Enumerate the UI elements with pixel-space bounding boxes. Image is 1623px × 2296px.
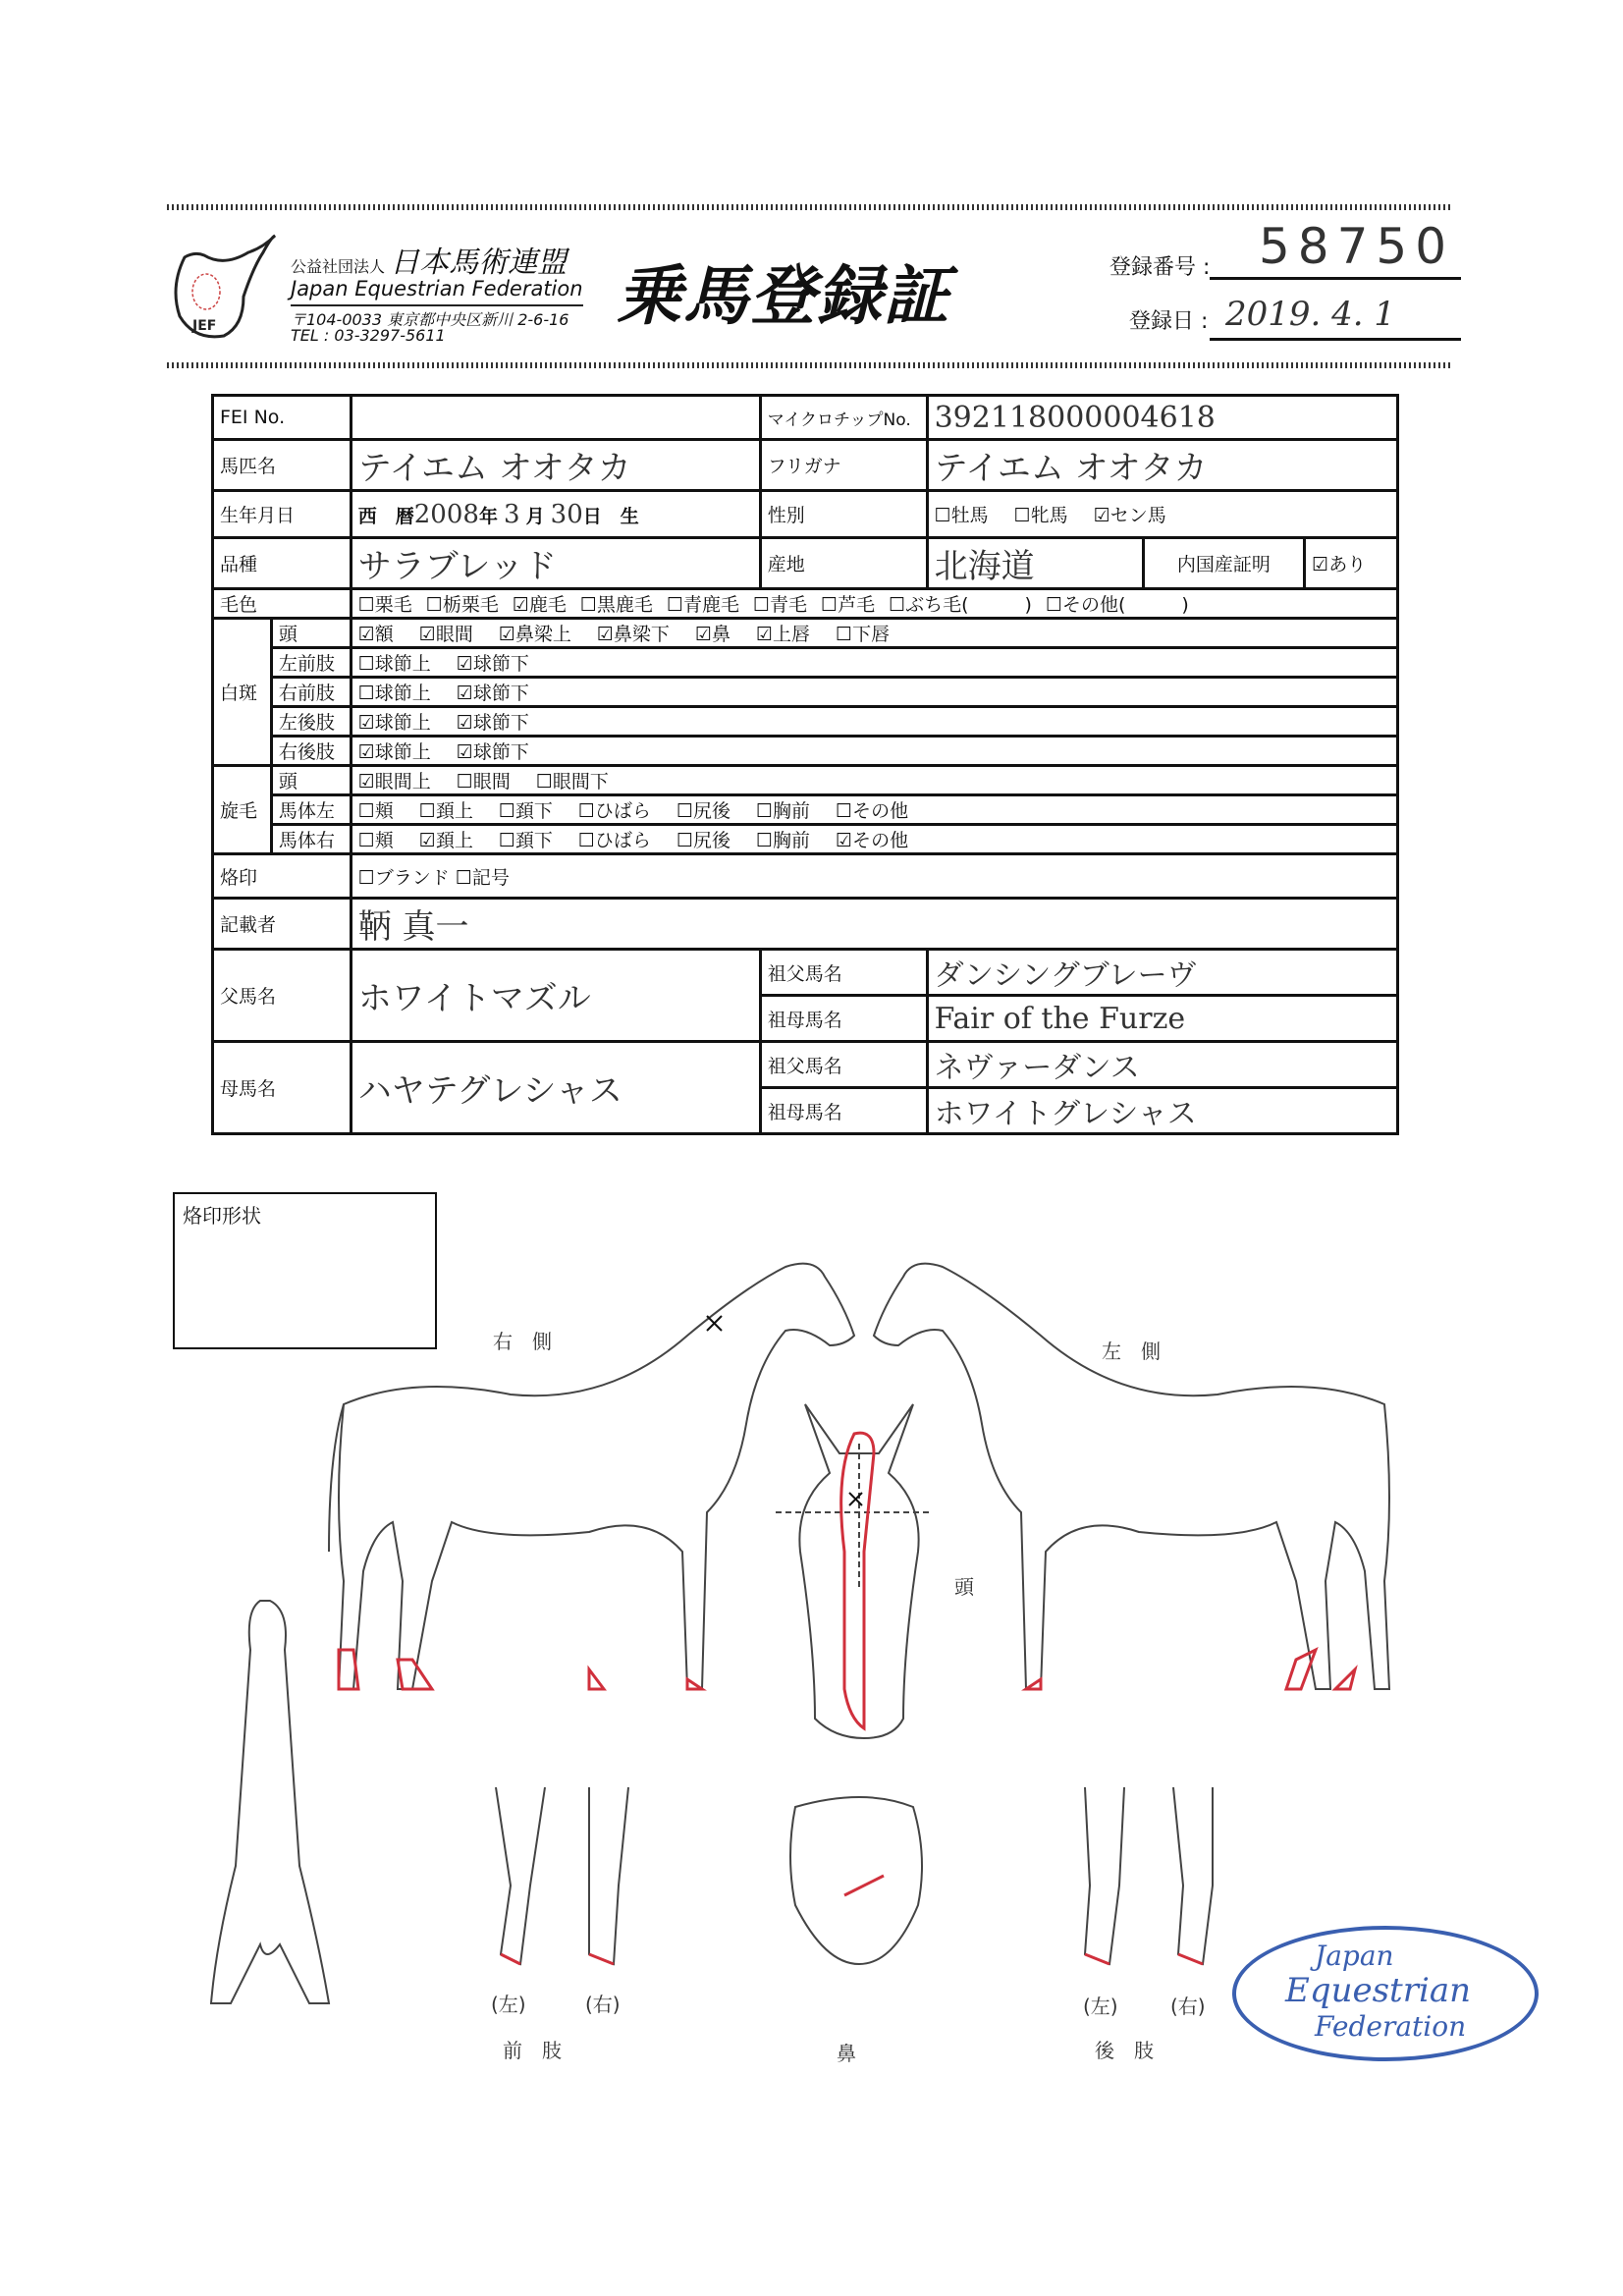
- checkbox-option[interactable]: ☐下唇: [836, 624, 891, 645]
- registration-table: [211, 394, 1399, 1135]
- org-name-en: Japan Equestrian Federation: [291, 277, 583, 306]
- org-name: 日本馬術連盟: [390, 246, 568, 280]
- checkbox-option[interactable]: ☐胸前: [755, 830, 811, 851]
- part-label: 左前肢: [271, 648, 351, 678]
- part-options: [351, 766, 1397, 795]
- horse-right-side-drawing: [329, 1264, 854, 1689]
- checkbox-option[interactable]: ☑鼻梁下: [596, 624, 670, 645]
- origin-value: 北海道: [927, 538, 1143, 589]
- head-front-drawing: [776, 1404, 933, 1738]
- color-option[interactable]: ☐青毛: [752, 594, 808, 616]
- checkbox-option[interactable]: ☐眼間: [456, 771, 511, 793]
- sex-option[interactable]: ☐牡馬: [934, 505, 989, 526]
- checkbox-option[interactable]: ☐頚下: [498, 830, 553, 851]
- sex-option[interactable]: ☑セン馬: [1093, 505, 1166, 526]
- kana-value: テイエム オオタカ: [927, 440, 1397, 491]
- checkbox-option[interactable]: ☑頚上: [418, 830, 473, 851]
- dotted-divider: [167, 362, 1453, 368]
- hind-left-label: (左): [1083, 1995, 1118, 2018]
- checkbox-option[interactable]: ☑眼間上: [357, 771, 431, 793]
- sire-label: 父馬名: [213, 950, 352, 1042]
- svg-text:JEF: JEF: [192, 318, 217, 334]
- checkbox-option[interactable]: ☑球節上: [357, 712, 431, 734]
- left-side-label: 左 側: [1102, 1339, 1161, 1363]
- checkbox-option[interactable]: ☐ひばら: [577, 830, 651, 851]
- color-option[interactable]: ☐黒鹿毛: [579, 594, 653, 616]
- brand-options: [351, 854, 1397, 899]
- sex-options: [927, 491, 1397, 538]
- part-label: 馬体右: [271, 825, 351, 854]
- org-type: 公益社団法人 日本馬術連盟: [291, 246, 568, 280]
- checkbox-option[interactable]: ☐眼間下: [535, 771, 609, 793]
- fei-value: [351, 396, 760, 440]
- birth-label: 生年月日: [213, 491, 352, 538]
- checkbox-option[interactable]: ☑球節下: [456, 741, 529, 763]
- right-side-label: 右 側: [493, 1330, 552, 1353]
- color-option[interactable]: ☐栃栗毛: [425, 594, 499, 616]
- checkbox-option[interactable]: ☐頚上: [418, 800, 473, 822]
- part-label: 左後肢: [271, 707, 351, 737]
- checkbox-option[interactable]: ☐胸前: [755, 800, 811, 822]
- part-options: [351, 737, 1397, 766]
- reg-date: 2019. 4. 1: [1225, 295, 1396, 334]
- checkbox-option[interactable]: ☐頬: [357, 800, 394, 822]
- document-title: 乗馬登録証: [617, 258, 950, 334]
- checkbox-option[interactable]: ☑上唇: [755, 624, 811, 645]
- forelimb-drawings: [496, 1787, 628, 1964]
- gdam-label: 祖母馬名: [760, 996, 927, 1042]
- chip-value: 392118000004618: [927, 396, 1397, 440]
- fore-left-label: (左): [491, 1993, 526, 2016]
- checkbox-option[interactable]: ☑球節上: [357, 741, 431, 763]
- writer-value: 鞆 真一: [351, 899, 1397, 950]
- part-label: 右後肢: [271, 737, 351, 766]
- color-option[interactable]: ☐その他( ): [1045, 594, 1189, 616]
- checkbox-option[interactable]: ☑球節下: [456, 712, 529, 734]
- checkbox-option[interactable]: ☑その他: [836, 830, 909, 851]
- part-options: [351, 648, 1397, 678]
- gdam-label: 祖母馬名: [760, 1088, 927, 1134]
- reg-no: 58750: [1259, 218, 1455, 275]
- color-option[interactable]: ☐青鹿毛: [666, 594, 739, 616]
- org-address: 〒104-0033 東京都中央区新川 2-6-16: [291, 310, 569, 329]
- part-label: 頭: [271, 766, 351, 795]
- checkbox-option[interactable]: ☐頚下: [498, 800, 553, 822]
- checkbox-option[interactable]: ☐ひばら: [577, 800, 651, 822]
- writer-label: 記載者: [213, 899, 352, 950]
- nose-label: 鼻: [837, 2042, 856, 2065]
- dam-gsire: ネヴァーダンス: [927, 1042, 1397, 1088]
- jef-logo: [165, 228, 283, 346]
- part-label: 右前肢: [271, 678, 351, 707]
- origin-label: 産地: [760, 538, 927, 589]
- part-label: 馬体左: [271, 795, 351, 825]
- horse-rear-drawing: [211, 1601, 329, 2003]
- part-options: [351, 619, 1397, 648]
- sire-gsire: ダンシングブレーヴ: [927, 950, 1397, 996]
- birth-date: 西 暦2008年 3 月 30日 生: [351, 491, 760, 538]
- sire-value: ホワイトマズル: [351, 950, 760, 1042]
- chip-label: マイクロチップNo.: [760, 396, 927, 440]
- checkbox-option[interactable]: ☐尻後: [676, 830, 730, 851]
- checkbox-option[interactable]: ☐その他: [836, 800, 909, 822]
- checkbox-option[interactable]: ☑球節下: [456, 683, 529, 704]
- gsire-label: 祖父馬名: [760, 1042, 927, 1088]
- checkbox-option[interactable]: ☐頬: [357, 830, 394, 851]
- part-options: [351, 678, 1397, 707]
- dotted-divider: [167, 204, 1453, 210]
- checkbox-option[interactable]: ☑眼間: [418, 624, 473, 645]
- part-options: [351, 825, 1397, 854]
- checkbox-option[interactable]: ☐尻後: [676, 800, 730, 822]
- checkbox-option[interactable]: ☐球節上: [357, 653, 431, 675]
- jef-stamp: Japan Equestrian Federation: [1232, 1926, 1539, 2061]
- breed-value: サラブレッド: [351, 538, 760, 589]
- domestic-value[interactable]: ☑あり: [1305, 538, 1398, 589]
- reg-date-label: 登録日 :: [1129, 309, 1209, 334]
- checkbox-option[interactable]: ☑鼻: [694, 624, 730, 645]
- checkbox-option[interactable]: ☑球節下: [456, 653, 529, 675]
- brand-label: 烙印: [213, 854, 352, 899]
- gsire-label: 祖父馬名: [760, 950, 927, 996]
- horse-left-side-drawing: [874, 1264, 1389, 1689]
- part-label: 頭: [271, 619, 351, 648]
- org-tel: TEL : 03-3297-5611: [291, 326, 446, 345]
- part-options: [351, 795, 1397, 825]
- dam-gdam: ホワイトグレシャス: [927, 1088, 1397, 1134]
- color-option[interactable]: ☑鹿毛: [512, 594, 567, 616]
- sex-option[interactable]: ☐牝馬: [1013, 505, 1068, 526]
- hindlimb-label: 後 肢: [1095, 2039, 1154, 2062]
- dam-value: ハヤテグレシャス: [351, 1042, 760, 1134]
- hindlimb-drawings: [1085, 1787, 1213, 1964]
- color-option[interactable]: ☐栗毛: [357, 594, 412, 616]
- brand-shape-box: 烙印形状: [173, 1192, 437, 1349]
- group-label: 白斑: [213, 619, 272, 766]
- sex-label: 性別: [760, 491, 927, 538]
- brand-option[interactable]: ☐記号: [455, 866, 510, 889]
- name-label: 馬匹名: [213, 440, 352, 491]
- part-options: [351, 707, 1397, 737]
- brand-option[interactable]: ☐ブランド: [357, 866, 450, 889]
- domestic-label: 内国産証明: [1143, 538, 1305, 589]
- sire-gdam: Fair of the Furze: [927, 996, 1397, 1042]
- checkbox-option[interactable]: ☑鼻梁上: [498, 624, 571, 645]
- group-label: 旋毛: [213, 766, 272, 854]
- nose-drawing: [790, 1797, 922, 1964]
- checkbox-option[interactable]: ☐球節上: [357, 683, 431, 704]
- kana-label: フリガナ: [760, 440, 927, 491]
- fei-label: FEI No.: [213, 396, 352, 440]
- breed-label: 品種: [213, 538, 352, 589]
- name-value: テイエム オオタカ: [351, 440, 760, 491]
- color-options: [351, 589, 1397, 619]
- fore-right-label: (右): [585, 1993, 621, 2016]
- dam-label: 母馬名: [213, 1042, 352, 1134]
- checkbox-option[interactable]: ☑額: [357, 624, 394, 645]
- forelimb-label: 前 肢: [503, 2039, 562, 2062]
- head-label: 頭: [954, 1575, 974, 1599]
- reg-no-label: 登録番号 :: [1109, 255, 1211, 280]
- color-label: 毛色: [213, 589, 352, 619]
- color-option[interactable]: ☐ぶち毛( ): [889, 594, 1032, 616]
- hind-right-label: (右): [1170, 1995, 1206, 2018]
- color-option[interactable]: ☐芦毛: [821, 594, 876, 616]
